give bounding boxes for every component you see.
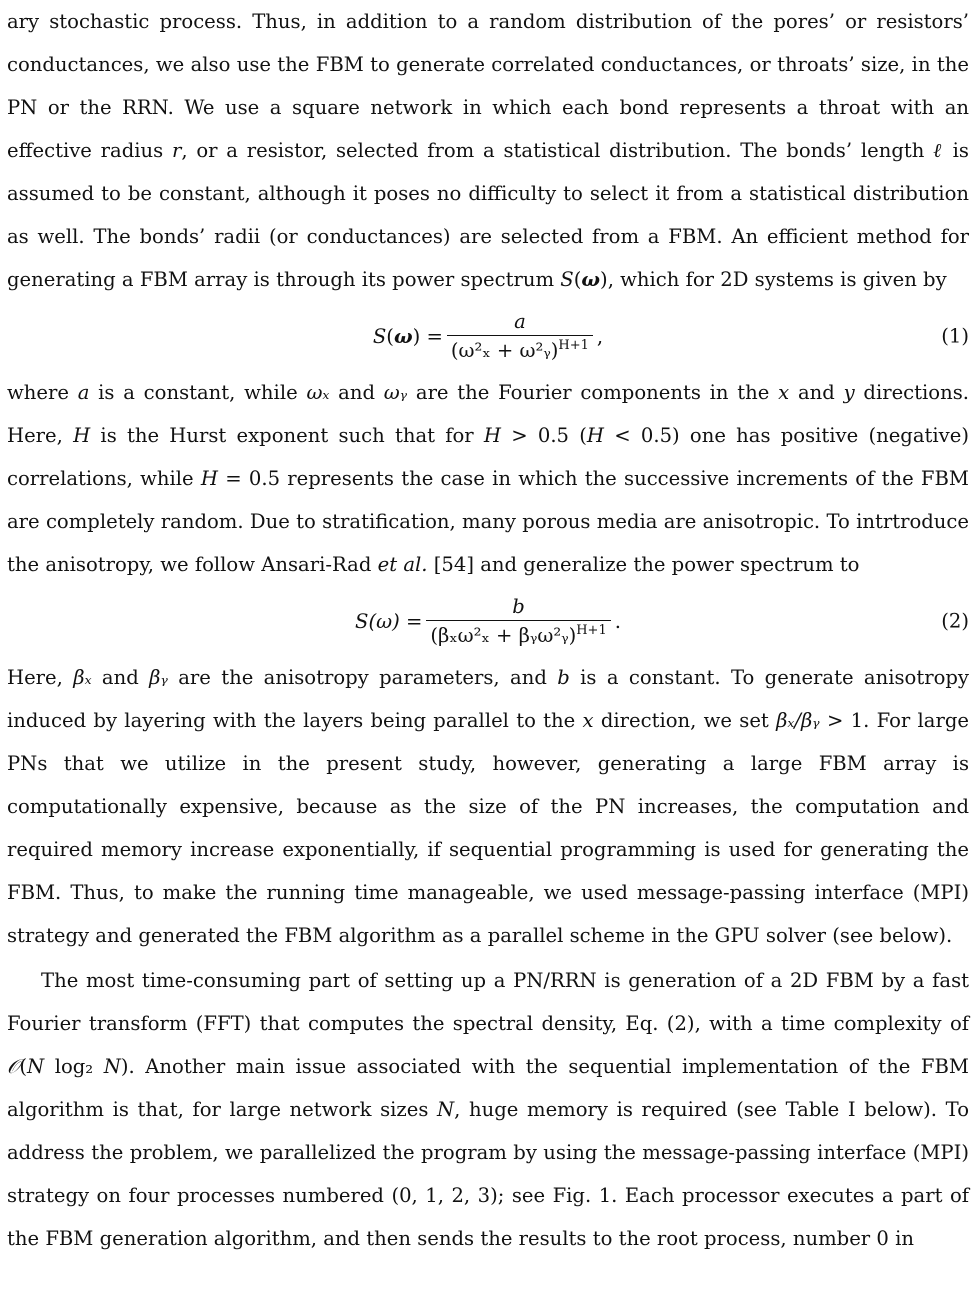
equation-number-2: (2) — [941, 609, 969, 633]
equation-1-lhs: S(ω) = — [372, 324, 443, 348]
equation-2-fraction: $\frac{b}{(\beta_x\omega^2_x + \beta ᵧ\omega^2ᵧ)^{H+1}}$ — [426, 595, 610, 647]
paragraph-4: The most time-consuming part of setting up a PN/RRN is generation of a 2D FBM by a fast Fourier transform (FFT) that computes the spectral density, Eq. (2), with a time complexity of 𝒪(N log₂ N). Another main issue associated with the sequential implementation of the FBM algorithm is that, for large network sizes N, huge memory is required (see Table I below). To address the problem, we parallelized the program by using the message-passing interface (MPI) strategy on four processes numbered (0, 1, 2, 3); see Fig. 1. Each processor executes a part of the FBM generation algorithm, and then sends the results to the root process, number 0 in — [7, 969, 969, 1250]
paragraph-2: where a is a constant, while ωₓ and ωᵧ are the Fourier components in the x and y directions. Here, H is the Hurst exponent such that for H > 0.5 (H < 0.5) one has positive (negative) correlations, while H = 0.5 represents the case in which the successive increments of the FBM are completely random. Due to stratification, many porous media are anisotropic. To intrtroduce the anisotropy, we follow Ansari-Rad et al. [54] and generalize the power spectrum to — [7, 381, 969, 576]
equation-2-lhs: S(ω) = — [355, 609, 423, 633]
equation-2: S(ω) = $\frac{b}{(\beta_x\omega^2_x + \beta ᵧ\omega^2ᵧ)^{H+1}}$ . (2) — [355, 595, 969, 647]
paragraph-3: Here, βₓ and βᵧ are the anisotropy parameters, and b is a constant. To generate anisotropy induced by layering with the layers being parallel to the x direction, we set βₓ/βᵧ > 1. For large PNs that we utilize in the present study, however, generating a large FBM array is computationally expensive, because as the size of the PN increases, the computation and required memory increase exponentially, if sequential programming is used for generating the FBM. Thus, to make the running time manageable, we used message-passing interface (MPI) strategy and generated the FBM algorithm as a parallel scheme in the GPU solver (see below). — [7, 666, 969, 947]
equation-number-1: (1) — [941, 324, 969, 348]
page-text — [7, 0, 969, 1260]
equation-1-fraction: $\frac{a}{(\omega^2_x + \omega^2ᵧ)^{H+1}}$ — [447, 310, 593, 362]
paragraph-1: ary stochastic process. Thus, in addition to a random distribution of the pores’ or resistors’ conductances, we also use the FBM to generate correlated conductances, or throats’ size, in the PN or the RRN. We use a square network in which each bond represents a throat with an effective radius r, or a resistor, selected from a statistical distribution. The bonds’ length ℓ is assumed to be constant, although it poses no difficulty to select it from a statistical distribution as well. The bonds’ radii (or conductances) are selected from a FBM. An efficient method for generating a FBM array is through its power spectrum S(ω), which for 2D systems is given by — [7, 10, 969, 291]
equation-1: S(ω) = $\frac{a}{(\omega^2_x + \omega^2ᵧ)^{H+1}}$ , (1) — [372, 310, 969, 362]
